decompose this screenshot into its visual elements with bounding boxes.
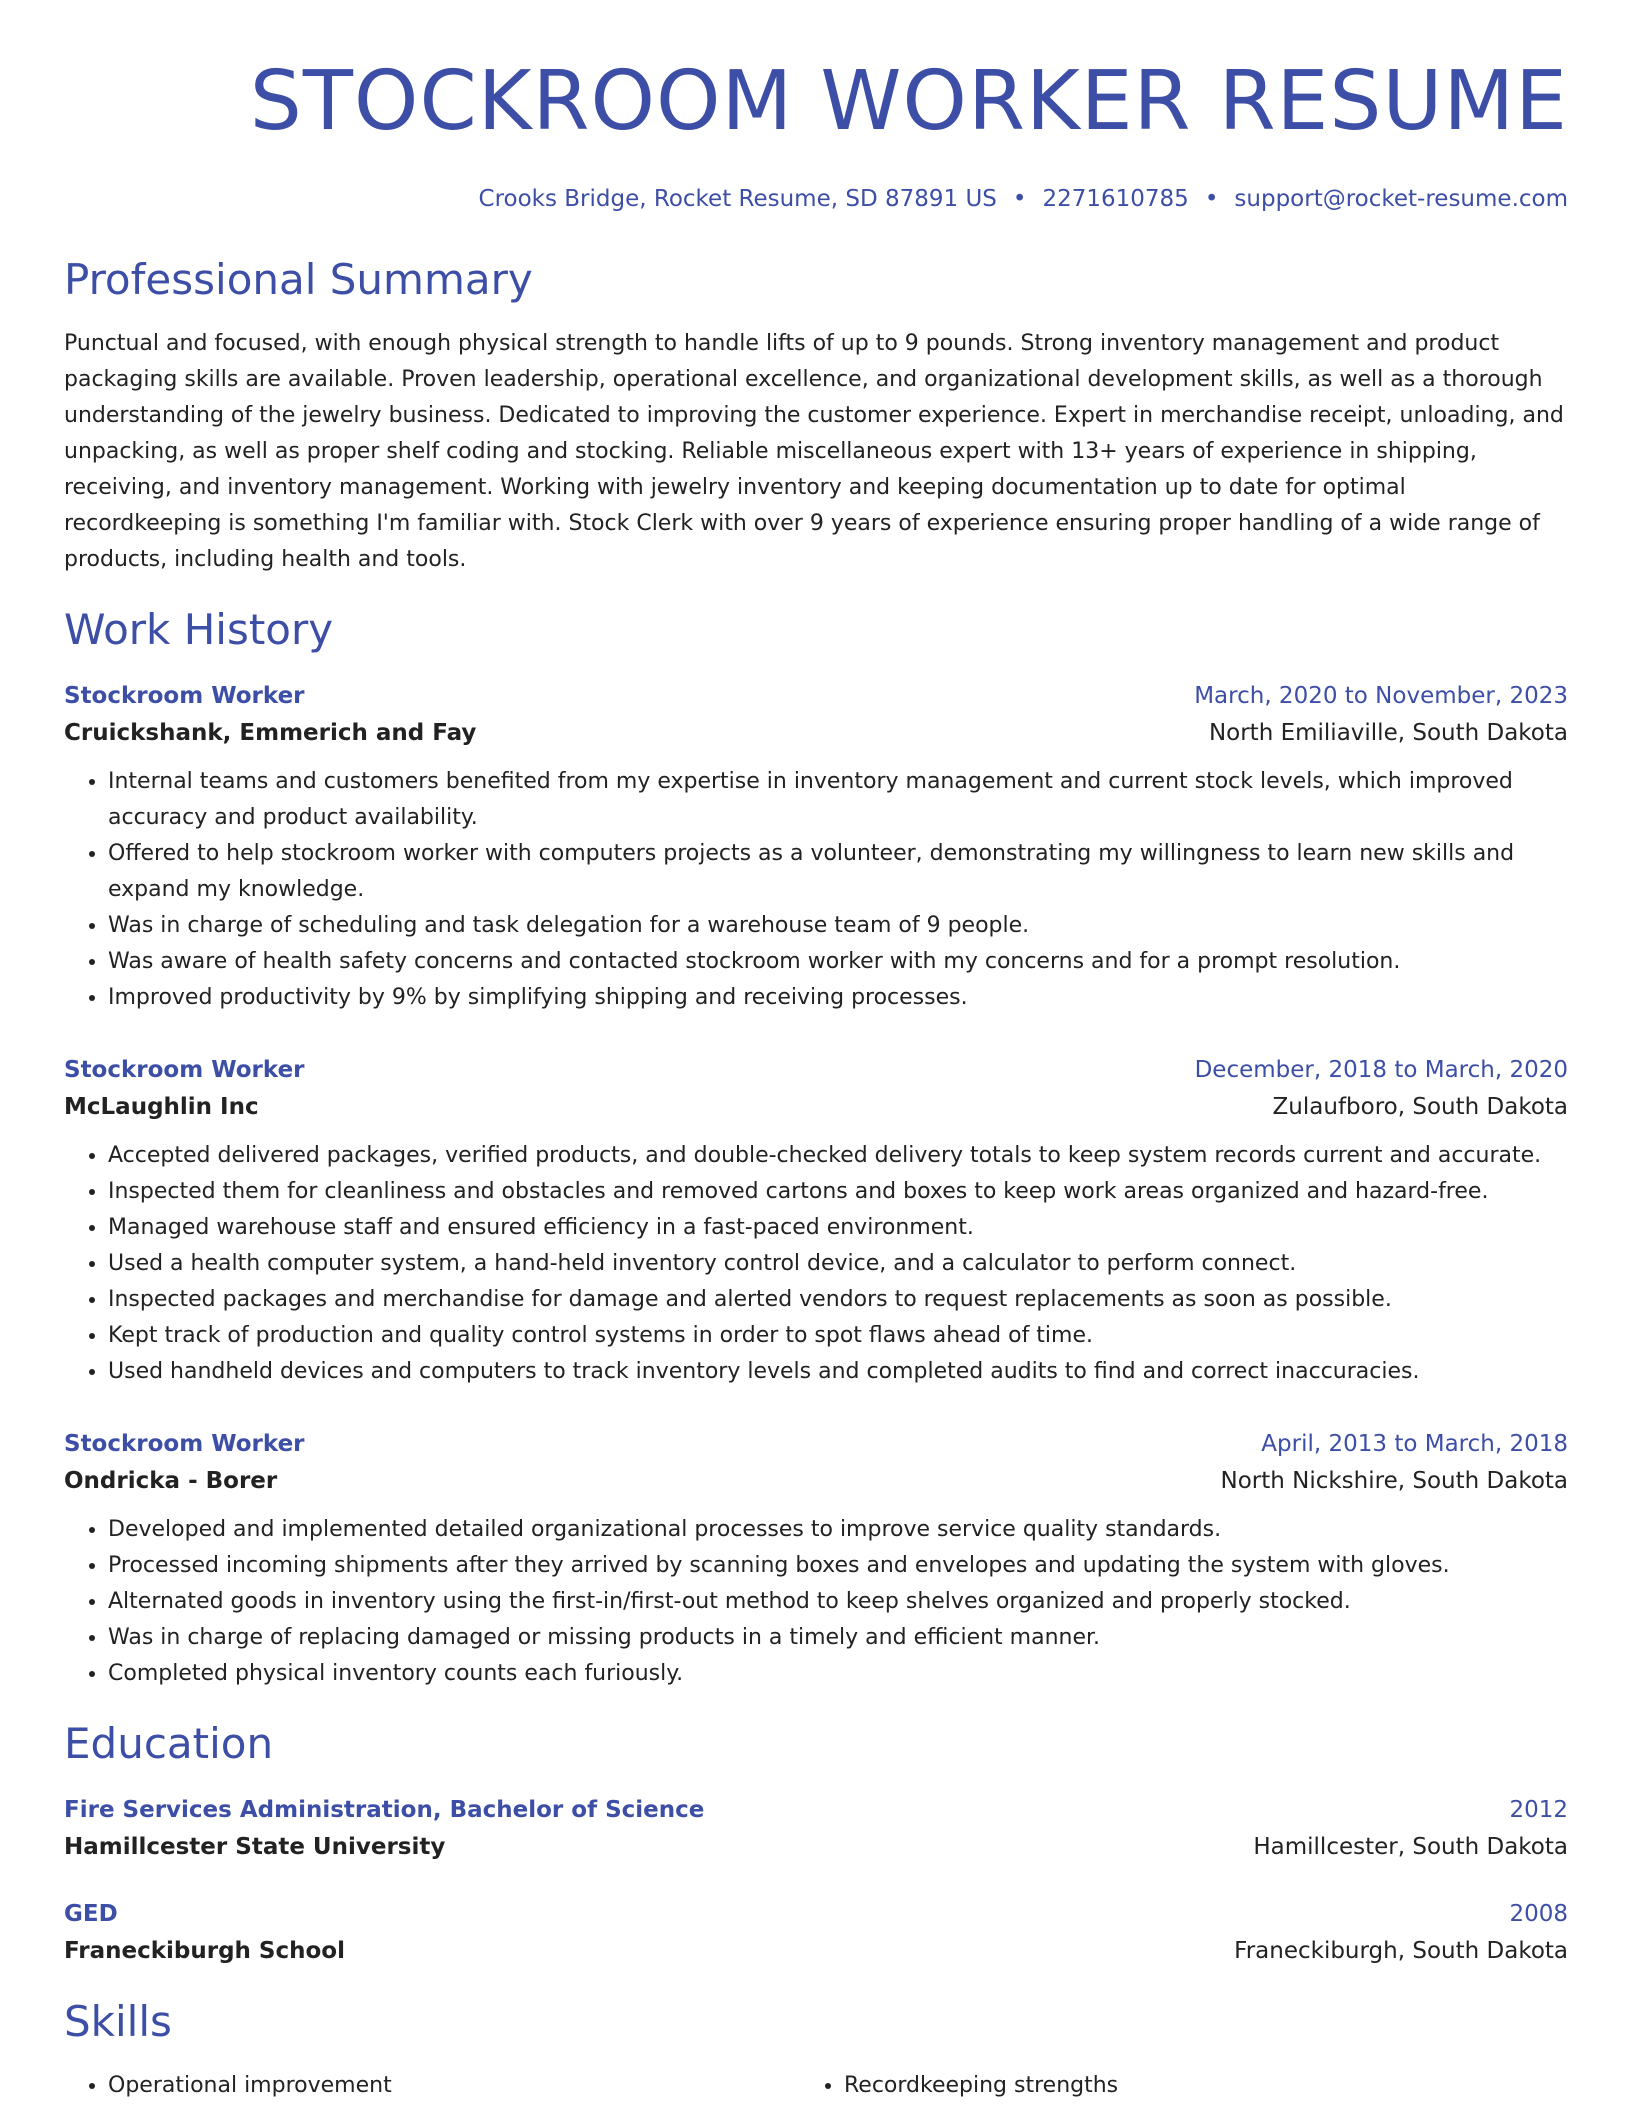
job-bullet: • Kept track of production and quality control systems in order to spot flaws ahead of time. xyxy=(108,1318,1568,1354)
job-role: Stockroom Worker xyxy=(64,1431,305,1457)
job-dates: April, 2013 to March, 2018 xyxy=(1261,1431,1568,1457)
contact-email[interactable]: support@rocket-resume.com xyxy=(1234,186,1568,212)
resume-title: STOCKROOM WORKER RESUME xyxy=(249,54,1568,149)
education-entry xyxy=(64,1896,1568,1970)
education-entry xyxy=(64,1792,1568,1866)
job-bullet: • Used a health computer system, a hand-held inventory control device, and a calculator to perform connect. xyxy=(108,1246,1568,1282)
summary-heading: Professional Summary xyxy=(64,255,533,304)
skills-column-left xyxy=(64,2068,800,2104)
job-bullet: • Inspected them for cleanliness and obstacles and removed cartons and boxes to keep work areas organized and hazard-free. xyxy=(108,1174,1568,1210)
contact-separator: • xyxy=(1204,186,1219,212)
job-bullet: • Inspected packages and merchandise for damage and alerted vendors to request replacements as soon as possible. xyxy=(108,1282,1568,1318)
education-year: 2012 xyxy=(1509,1797,1568,1823)
job-bullet: • Internal teams and customers benefited from my expertise in inventory management and current stock levels, which improved accuracy and product availability. xyxy=(108,764,1568,836)
job-bullet: • Was in charge of replacing damaged or missing products in a timely and efficient manner. xyxy=(108,1620,1568,1656)
job-bullet: • Alternated goods in inventory using the first-in/first-out method to keep shelves organized and properly stocked. xyxy=(108,1584,1568,1620)
contact-address: Crooks Bridge, Rocket Resume, SD 87891 US xyxy=(478,186,997,212)
job-bullet: • Developed and implemented detailed organizational processes to improve service quality standards. xyxy=(108,1512,1568,1548)
job-bullet: • Accepted delivered packages, verified products, and double-checked delivery totals to keep system records current and accurate. xyxy=(108,1138,1568,1174)
contact-line xyxy=(64,184,1568,214)
job-bullet: • Offered to help stockroom worker with computers projects as a volunteer, demonstrating my willingness to learn new skills and expand my knowledge. xyxy=(108,836,1568,908)
skill-item: • Operational improvement xyxy=(108,2068,800,2104)
work-history-heading: Work History xyxy=(64,605,334,654)
job-bullet: • Was in charge of scheduling and task delegation for a warehouse team of 9 people. xyxy=(108,908,1568,944)
job-entry xyxy=(64,678,1568,1016)
job-company: Ondricka - Borer xyxy=(64,1468,278,1494)
job-bullet: • Processed incoming shipments after they arrived by scanning boxes and envelopes and updating the system with gloves. xyxy=(108,1548,1568,1584)
skill-item: • Recordkeeping strengths xyxy=(844,2068,1536,2104)
skills-column-right xyxy=(800,2068,1536,2104)
contact-separator: • xyxy=(1012,186,1027,212)
job-bullets xyxy=(64,764,1568,1016)
job-location: Zulaufboro, South Dakota xyxy=(1272,1094,1568,1120)
contact-phone: 2271610785 xyxy=(1042,186,1189,212)
job-role: Stockroom Worker xyxy=(64,683,305,709)
job-location: North Nickshire, South Dakota xyxy=(1220,1468,1568,1494)
education-school: Hamillcester State University xyxy=(64,1834,446,1860)
job-bullets xyxy=(64,1512,1568,1692)
job-role: Stockroom Worker xyxy=(64,1057,305,1083)
job-bullet: • Managed warehouse staff and ensured efficiency in a fast-paced environment. xyxy=(108,1210,1568,1246)
job-bullets xyxy=(64,1138,1568,1390)
job-dates: December, 2018 to March, 2020 xyxy=(1194,1057,1568,1083)
job-entry xyxy=(64,1052,1568,1390)
education-degree: GED xyxy=(64,1901,118,1927)
resume-header xyxy=(64,0,1568,214)
job-bullet: • Was aware of health safety concerns and contacted stockroom worker with my concerns and for a prompt resolution. xyxy=(108,944,1568,980)
job-bullet: • Completed physical inventory counts each furiously. xyxy=(108,1656,1568,1692)
job-bullet: • Used handheld devices and computers to track inventory levels and completed audits to find and correct inaccuracies. xyxy=(108,1354,1568,1390)
education-degree: Fire Services Administration, Bachelor of Science xyxy=(64,1797,705,1823)
job-company: McLaughlin Inc xyxy=(64,1094,259,1120)
summary-text: Punctual and focused, with enough physical strength to handle lifts of up to 9 pounds. Strong inventory management and product packaging skills are available. Proven leadership, operational excellence, and organizational development skills, as well as a thorough understanding of the jewelry business. Dedicated to improving the customer experience. Expert in merchandise receipt, unloading, and unpacking, as well as proper shelf coding and stocking. Reliable miscellaneous expert with 13+ years of experience in shipping, receiving, and inventory management. Working with jewelry inventory and keeping documentation up to date for optimal recordkeeping is something I'm familiar with. Stock Clerk with over 9 years of experience ensuring proper handling of a wide range of products, including health and tools. xyxy=(64,331,1564,572)
skills-list xyxy=(64,2068,1568,2104)
job-dates: March, 2020 to November, 2023 xyxy=(1194,683,1568,709)
skills-heading: Skills xyxy=(64,1997,172,2046)
job-location: North Emiliaville, South Dakota xyxy=(1208,720,1568,746)
job-entry xyxy=(64,1426,1568,1692)
job-company: Cruickshank, Emmerich and Fay xyxy=(64,720,477,746)
education-year: 2008 xyxy=(1509,1901,1568,1927)
education-heading: Education xyxy=(64,1719,274,1768)
job-bullet: • Improved productivity by 9% by simplifying shipping and receiving processes. xyxy=(108,980,1568,1016)
education-location: Franeckiburgh, South Dakota xyxy=(1234,1938,1568,1964)
education-school: Franeckiburgh School xyxy=(64,1938,345,1964)
education-location: Hamillcester, South Dakota xyxy=(1253,1834,1568,1860)
